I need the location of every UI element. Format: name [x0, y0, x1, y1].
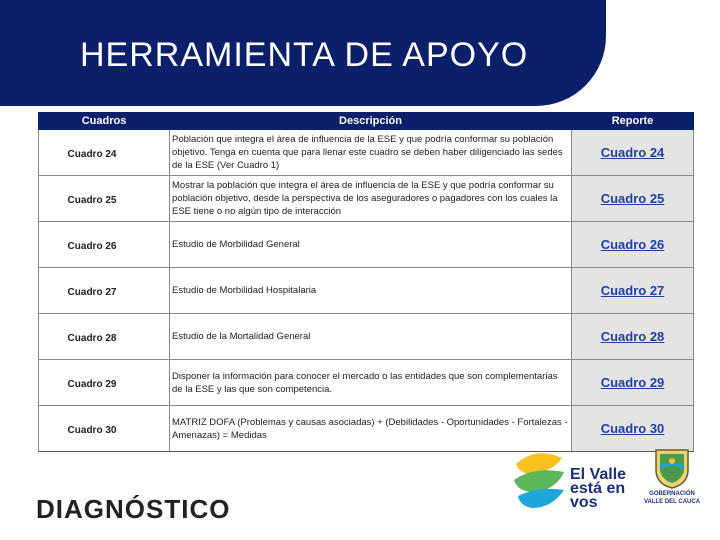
section-title: DIAGNÓSTICO: [36, 494, 231, 524]
report-link-cuadro-30[interactable]: Cuadro 30: [600, 420, 665, 436]
gobernacion-label: GOBERNACIÓN VALLE DEL CAUCA: [643, 491, 701, 505]
page-title: HERRAMIENTA DE APOYO: [80, 36, 529, 74]
report-link-cuadro-24[interactable]: Cuadro 24: [600, 144, 665, 160]
cuadro-label: Cuadro 26: [67, 240, 117, 252]
cuadro-label: Cuadro 30: [67, 424, 117, 436]
description-text: Estudio de Morbilidad General: [172, 239, 300, 250]
tools-table: [38, 112, 694, 452]
logos-area: [512, 446, 712, 516]
table-row: [39, 314, 694, 360]
table-row: [39, 268, 694, 314]
report-link-cuadro-28[interactable]: Cuadro 28: [600, 328, 665, 344]
table-row: [39, 130, 694, 176]
table-row: [39, 360, 694, 406]
cuadro-label: Cuadro 28: [67, 332, 117, 344]
header-cuadros: Cuadros: [39, 113, 170, 130]
description-text: MATRIZ DOFA (Problemas y causas asociadas) + (Debilidades - Oportunidades - Fortalezas - Amenazas) = Medidas: [172, 416, 568, 441]
coat-of-arms-icon: [650, 446, 694, 490]
cuadro-label: Cuadro 24: [67, 148, 117, 160]
report-link-cuadro-29[interactable]: Cuadro 29: [600, 374, 665, 390]
description-text: Mostrar la población que integra el área de influencia de la ESE y que podría conformar su población objetivo, desde la perspectiva de los aseguradores o pagadores con los cuales la ESE tiene o no algún tipo de interacción: [172, 180, 558, 217]
table-row: [39, 176, 694, 222]
description-text: Estudio de Morbilidad Hospitalaria: [172, 285, 317, 296]
header-descripcion: Descripción: [170, 113, 572, 130]
el-valle-logo-icon: [512, 446, 572, 512]
cuadro-label: Cuadro 27: [67, 286, 117, 298]
table-row: [39, 222, 694, 268]
report-link-cuadro-25[interactable]: Cuadro 25: [600, 190, 665, 206]
header-reporte: Reporte: [572, 113, 694, 130]
report-link-cuadro-27[interactable]: Cuadro 27: [600, 282, 665, 298]
table-header-row: [39, 113, 694, 130]
description-text: Población que integra el área de influencia de la ESE y que podría conformar su población objetivo. Tenga en cuenta que para llenar este cuadro se deben haber diligenciado las sedes de la ESE (Ver Cuadro 1): [172, 134, 563, 171]
cuadro-label: Cuadro 25: [67, 194, 117, 206]
description-text: Estudio de la Mortalidad General: [172, 331, 311, 342]
report-link-cuadro-26[interactable]: Cuadro 26: [600, 236, 665, 252]
cuadro-label: Cuadro 29: [67, 378, 117, 390]
table-row: [39, 406, 694, 452]
el-valle-logo-text: El Valle está en vos: [570, 466, 627, 511]
description-text: Disponer la información para conocer el mercado o las entidades que son complementarias de la ESE y las que son competencia.: [172, 370, 558, 395]
